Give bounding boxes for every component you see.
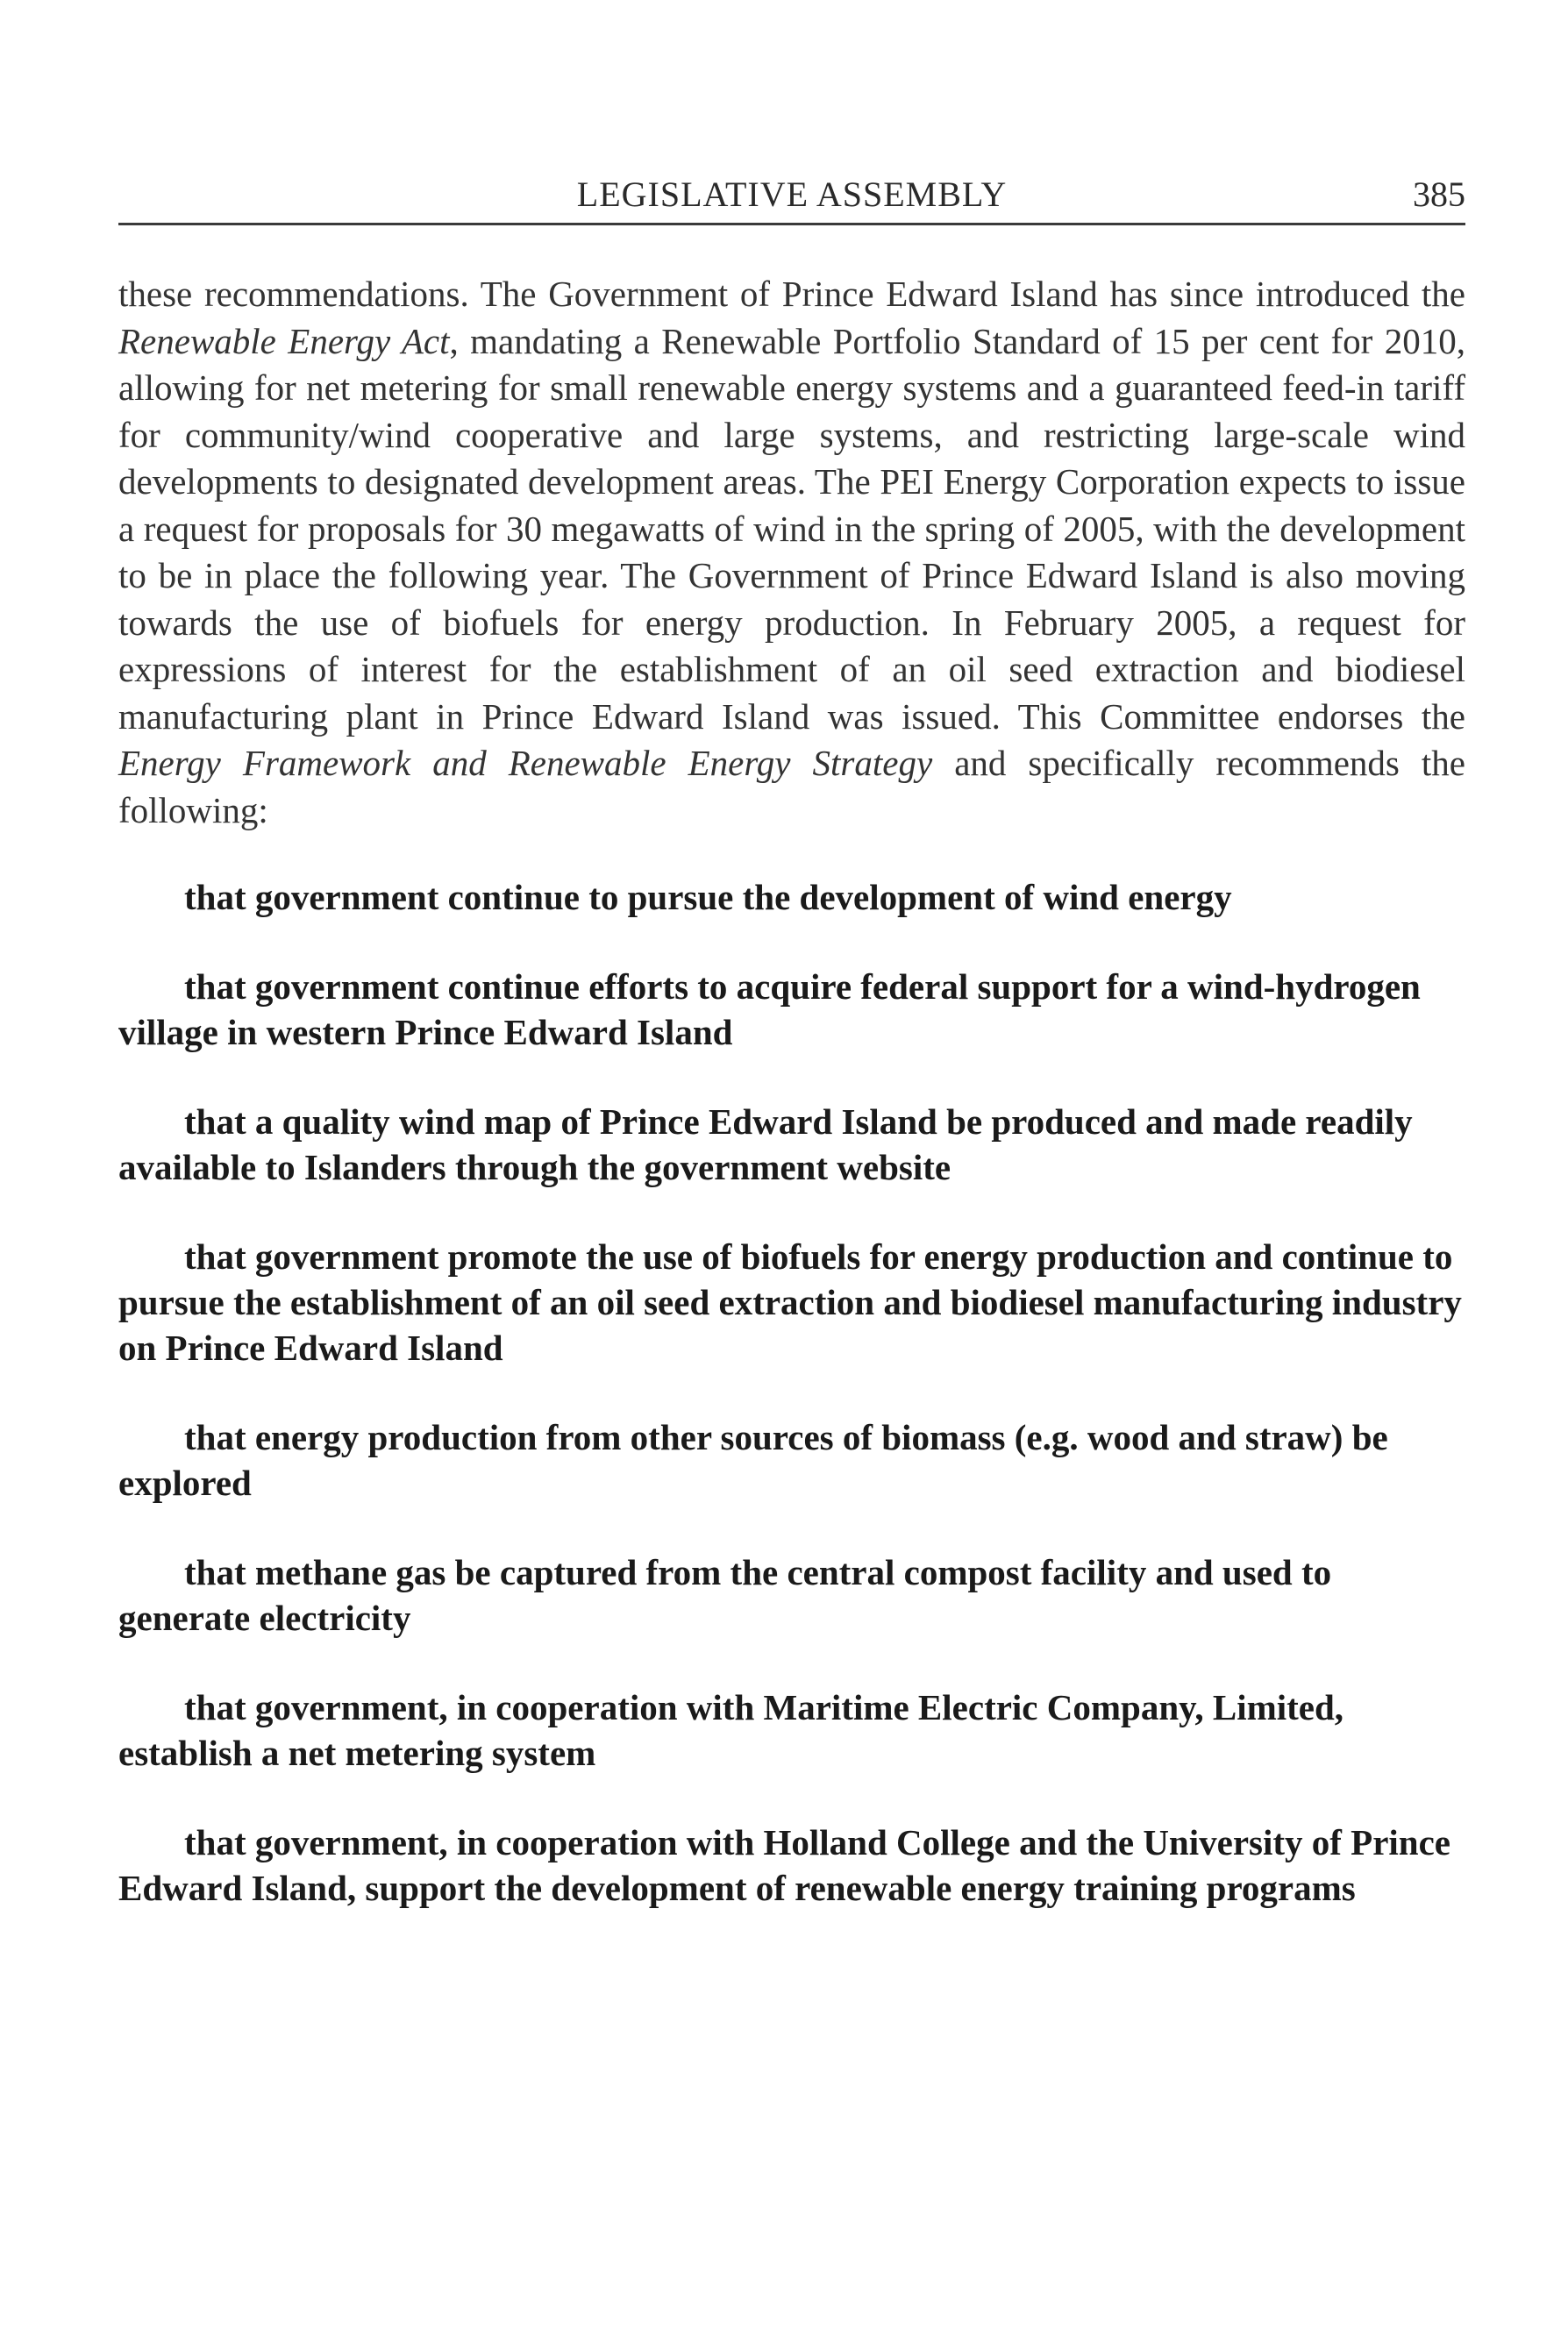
document-page [118, 167, 1465, 1955]
body-text-part: , mandating a Renewable Portfolio Standard of 15 per cent for 2010, allowing for net metering for small renewable energy systems and a guaranteed feed-in tariff for community/wind cooperative and large systems, and restricting large-scale wind developments to designated development areas. The PEI Energy Corporation expects to issue a request for proposals for 30 megawatts of wind in the spring of 2005, with the development to be in place the following year. The Government of Prince Edward Island is also moving towards the use of biofuels for energy production. In February 2005, a request for expressions of interest for the establishment of an oil seed extraction and biodiesel manufacturing plant in Prince Edward Island was issued. This Committee endorses the [118, 320, 1465, 737]
running-title: LEGISLATIVE ASSEMBLY [576, 174, 1008, 214]
recommendation-item: that methane gas be captured from the central compost facility and used to generate electricity [118, 1552, 1332, 1638]
recommendation-item: that energy production from other sources of biomass (e.g. wood and straw) be explored [118, 1417, 1388, 1503]
recommendation-item: that government continue efforts to acquire federal support for a wind-hydrogen village in western Prince Edward Island [118, 966, 1421, 1052]
recommendation-item: that a quality wind map of Prince Edward Island be produced and made readily available to Islanders through the government website [118, 1101, 1413, 1187]
recommendation-item: that government, in cooperation with Holland College and the University of Prince Edward Island, support the development of renewable energy training programs [118, 1822, 1451, 1908]
body-text-part: and specifically recommends the following: [118, 743, 1465, 830]
body-paragraph [118, 271, 1465, 834]
recommendation-item: that government promote the use of biofuels for energy production and continue to pursue the establishment of an oil seed extraction and biodiesel manufacturing industry on Prince Edward Island [118, 1236, 1462, 1368]
body-text-part: these recommendations. The Government of Prince Edward Island has since introduced the [118, 274, 1465, 314]
recommendation-item: that government continue to pursue the development of wind energy [184, 877, 1232, 917]
page-number: 385 [1413, 174, 1465, 214]
recommendation-item: that government, in cooperation with Maritime Electric Company, Limited, establish a net metering system [118, 1687, 1344, 1773]
strategy-title: Energy Framework and Renewable Energy Strategy [118, 743, 933, 783]
running-header [118, 167, 1465, 225]
act-title: Renewable Energy Act [118, 320, 450, 361]
recommendations-list [118, 874, 1465, 1911]
